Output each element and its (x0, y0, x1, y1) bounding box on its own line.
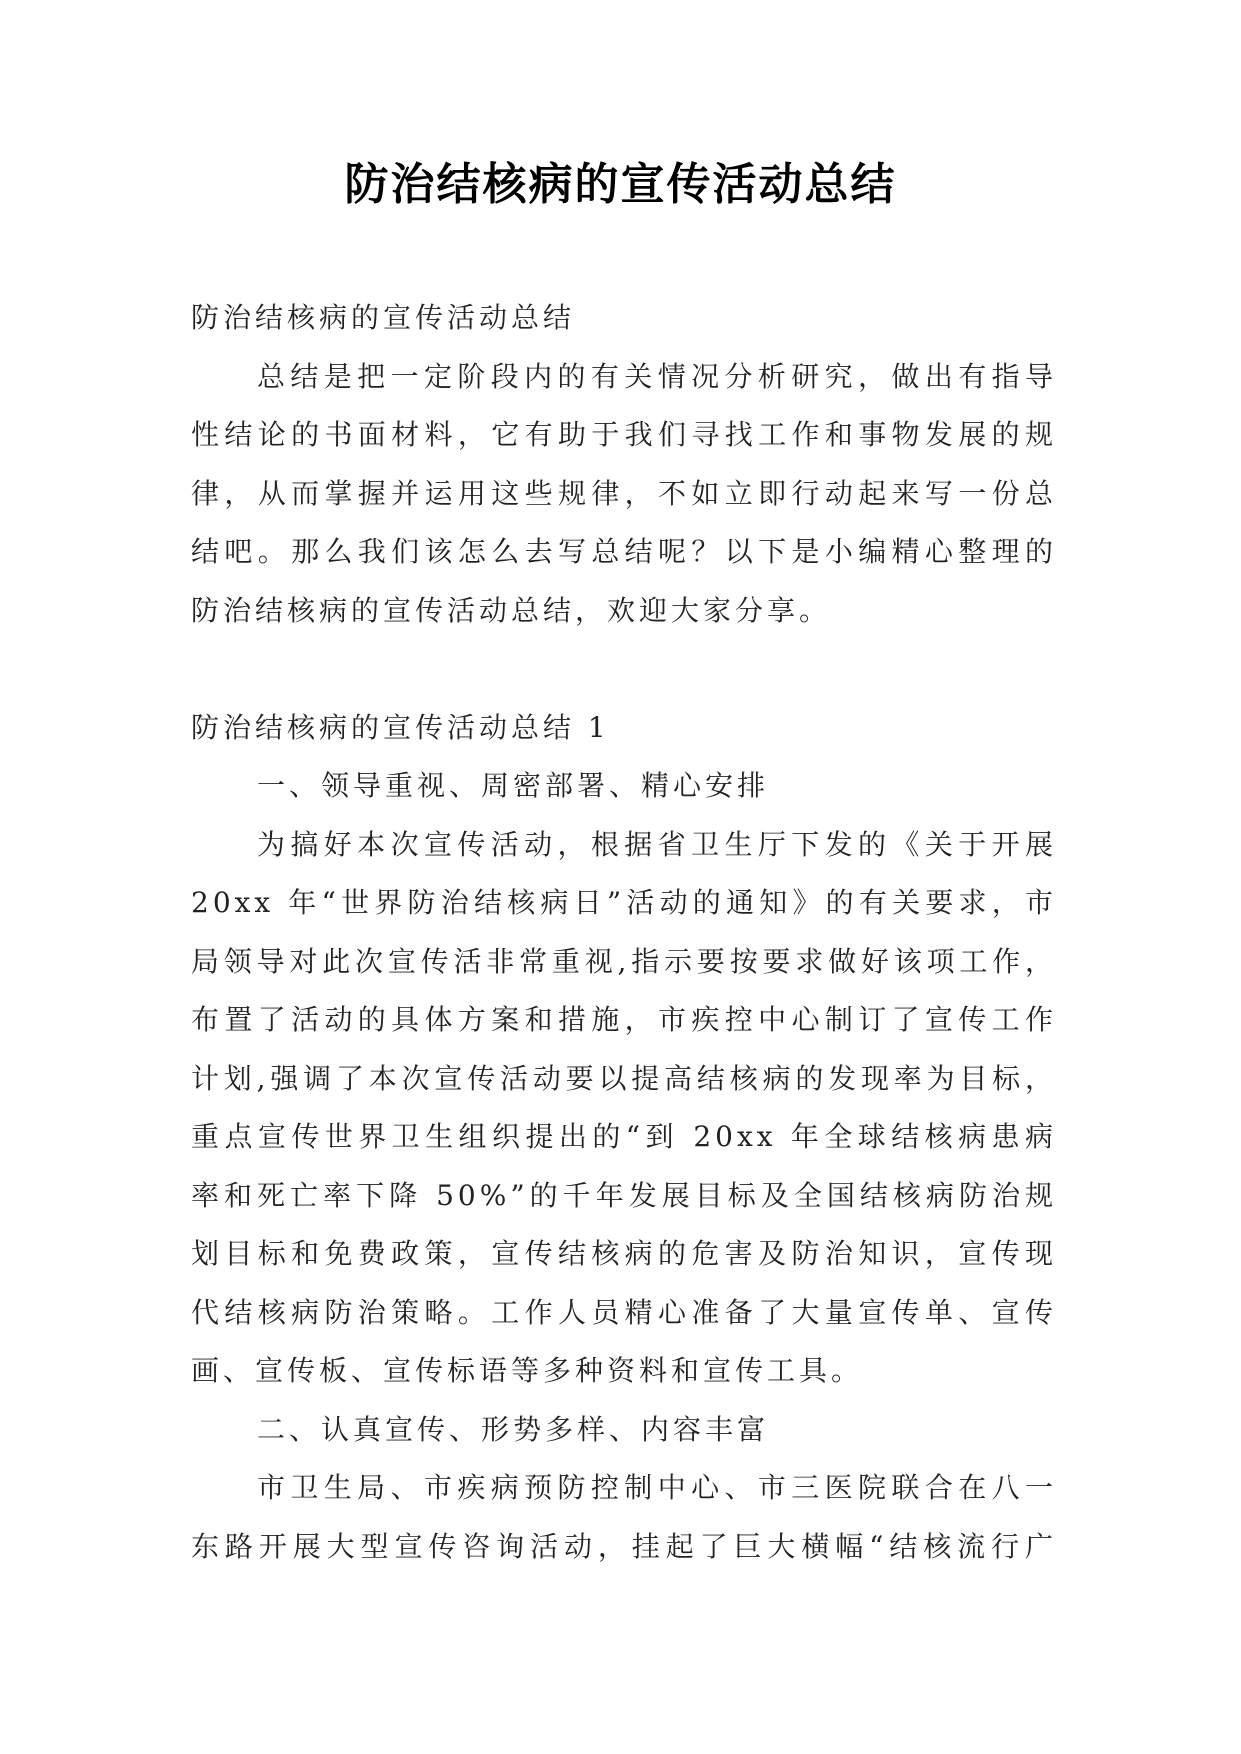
document-title: 防治结核病的宣传活动总结 (344, 159, 897, 210)
paragraph-line: 画、宣传板、宣传标语等多种资料和宣传工具。 (191, 1354, 864, 1387)
paragraph-line: 为搞好本次宣传活动，根据省卫生厅下发的《关于开展 (257, 827, 1057, 861)
intro-line: 防治结核病的宣传活动总结，欢迎大家分享。 (191, 593, 832, 627)
section-heading-1: 一、领导重视、周密部署、精心安排 (257, 769, 770, 802)
paragraph-line: 东路开展大型宣传咨询活动，挂起了巨大横幅“结核流行广 (191, 1529, 1057, 1563)
paragraph-line: 20xx 年“世界防治结核病日”活动的通知》的有关要求，市 (191, 886, 1057, 919)
section-title: 防治结核病的宣传活动总结 1 (191, 710, 610, 744)
document-body (191, 289, 1057, 1576)
paragraph-line: 划目标和免费政策，宣传结核病的危害及防治知识，宣传现 (191, 1237, 1057, 1270)
intro-line: 律，从而掌握并运用这些规律，不如立即行动起来写一份总 (191, 476, 1057, 510)
intro-line: 结吧。那么我们该怎么去写总结呢？以下是小编精心整理的 (191, 535, 1057, 568)
paragraph-line: 布置了活动的具体方案和措施，市疾控中心制订了宣传工作 (191, 1003, 1057, 1036)
document-heading: 防治结核病的宣传活动总结 (191, 301, 576, 334)
paragraph-line: 重点宣传世界卫生组织提出的“到 20xx 年全球结核病患病 (191, 1120, 1057, 1153)
section-heading-2: 二、认真宣传、形势多样、内容丰富 (257, 1412, 770, 1446)
paragraph-line: 市卫生局、市疾病预防控制中心、市三医院联合在八一 (257, 1471, 1057, 1504)
paragraph-line: 代结核病防治策略。工作人员精心准备了大量宣传单、宣传 (191, 1295, 1057, 1329)
paragraph-line: 计划,强调了本次宣传活动要以提高结核病的发现率为目标， (191, 1061, 1057, 1095)
paragraph-line: 局领导对此次宣传活非常重视,指示要按要求做好该项工作， (191, 944, 1057, 978)
blank-line (191, 640, 1057, 699)
intro-line: 总结是把一定阶段内的有关情况分析研究，做出有指导 (257, 359, 1057, 393)
paragraph-line: 率和死亡率下降 50%”的千年发展目标及全国结核病防治规 (191, 1178, 1057, 1212)
intro-line: 性结论的书面材料，它有助于我们寻找工作和事物发展的规 (191, 418, 1057, 451)
